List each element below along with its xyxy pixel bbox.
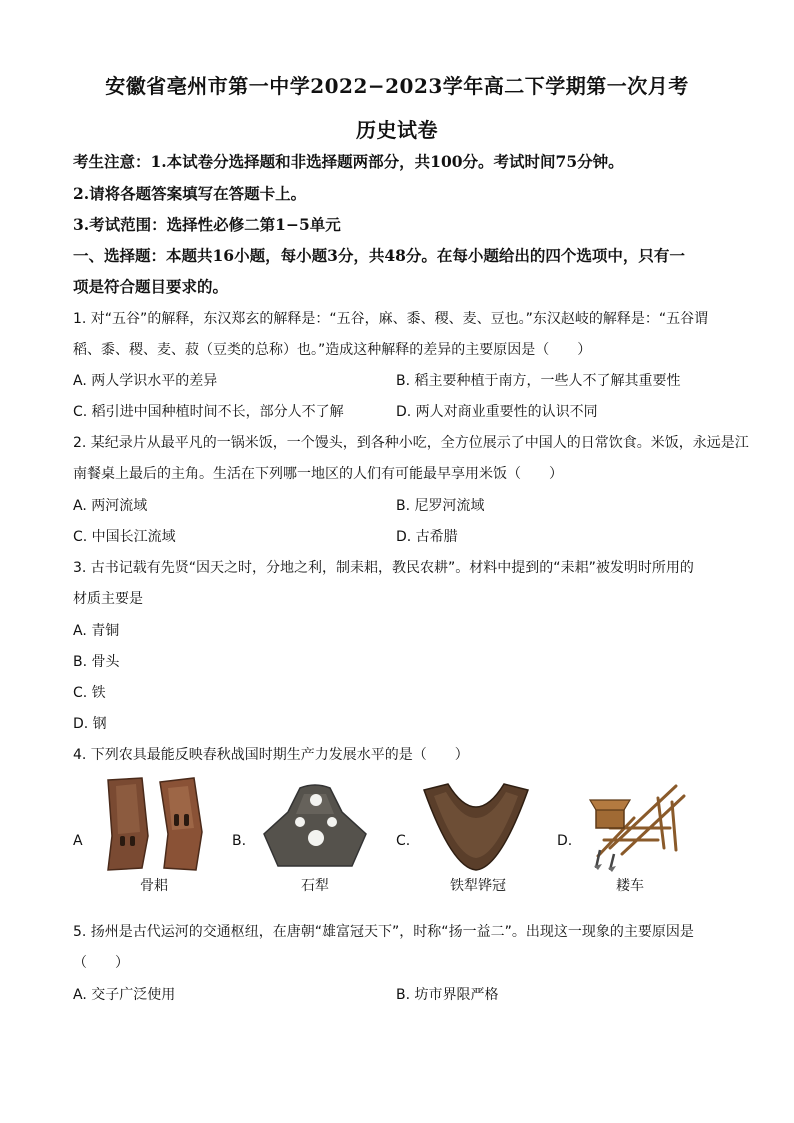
- q3-option-a: A. 青铜: [73, 623, 120, 639]
- notice-line-1: 考生注意：1.本试卷分选择题和非选择题两部分，共100分。考试时间75分钟。: [73, 152, 624, 171]
- q4-letter-a: A: [73, 833, 83, 849]
- q3-option-b: B. 骨头: [73, 654, 120, 670]
- seed-drill-image: [580, 778, 690, 872]
- notice-line-2: 2.请将各题答案填写在答题卡上。: [73, 184, 307, 203]
- q1-option-c: C. 稻引进中国种植时间不长，部分人不了解: [73, 404, 344, 420]
- section-heading-line-1: 一、选择题：本题共16小题，每小题3分，共48分。在每小题给出的四个选项中，只有一: [73, 246, 685, 265]
- q5-option-b: B. 坊市界限严格: [396, 987, 499, 1003]
- q5-option-a: A. 交子广泛使用: [73, 987, 176, 1003]
- q3-option-c: C. 铁: [73, 685, 106, 701]
- q2-option-a: A. 两河流域: [73, 498, 148, 514]
- q4-letter-c: C.: [396, 833, 411, 849]
- q3-stem-line-1: 3. 古书记载有先贤“因天之时，分地之利，制耒耜，教民农耕”。材料中提到的“耒耜”被发明时所用的: [73, 560, 694, 576]
- q5-stem-line-2: （ ）: [73, 955, 129, 971]
- exam-subtitle: 历史试卷: [356, 118, 438, 142]
- exam-title: 安徽省亳州市第一中学2022−2023学年高二下学期第一次月考: [105, 74, 689, 98]
- notice-line-3: 3.考试范围：选择性必修二第1−5单元: [73, 215, 341, 234]
- caption-bone-spade: 骨耜: [140, 878, 168, 894]
- q2-option-c: C. 中国长江流域: [73, 529, 176, 545]
- q2-stem-line-2: 南餐桌上最后的主角。生活在下列哪一地区的人们有可能最早享用米饭（ ）: [73, 466, 563, 482]
- q1-option-a: A. 两人学识水平的差异: [73, 373, 218, 389]
- q2-option-b: B. 尼罗河流域: [396, 498, 485, 514]
- q2-option-d: D. 古希腊: [396, 529, 458, 545]
- q4-letter-d: D.: [557, 833, 573, 849]
- q2-stem-line-1: 2. 某纪录片从最平凡的一锅米饭，一个馒头，到各种小吃，全方位展示了中国人的日常饮食。米饭，永远是江: [73, 435, 749, 451]
- q1-stem-line-2: 稻、黍、稷、麦、菽（豆类的总称）也。”造成这种解释的差异的主要原因是（ ）: [73, 342, 592, 358]
- q1-option-b: B. 稻主要种植于南方，一些人不了解其重要性: [396, 373, 681, 389]
- stone-plough-image: [260, 782, 370, 872]
- q3-option-d: D. 钢: [73, 716, 107, 732]
- bone-spade-image: [98, 776, 210, 872]
- q1-option-d: D. 两人对商业重要性的认识不同: [396, 404, 598, 420]
- q5-stem-line-1: 5. 扬州是古代运河的交通枢纽，在唐朝“雄富冠天下”，时称“扬一益二”。出现这一现象的主要原因是: [73, 924, 694, 940]
- caption-stone-plough: 石犁: [301, 878, 329, 894]
- q1-stem-line-1: 1. 对“五谷”的解释，东汉郑玄的解释是：“五谷，麻、黍、稷、麦、豆也。”东汉赵岐的解释是：“五谷谓: [73, 311, 709, 327]
- section-heading-line-2: 项是符合题目要求的。: [73, 277, 229, 296]
- caption-iron-ploughshare: 铁犁铧冠: [450, 878, 506, 894]
- q4-letter-b: B.: [232, 833, 247, 849]
- iron-ploughshare-image: [420, 782, 532, 872]
- caption-seed-drill: 耧车: [616, 878, 644, 894]
- q4-stem-line-1: 4. 下列农具最能反映春秋战国时期生产力发展水平的是（ ）: [73, 747, 469, 763]
- q3-stem-line-2: 材质主要是: [73, 591, 143, 607]
